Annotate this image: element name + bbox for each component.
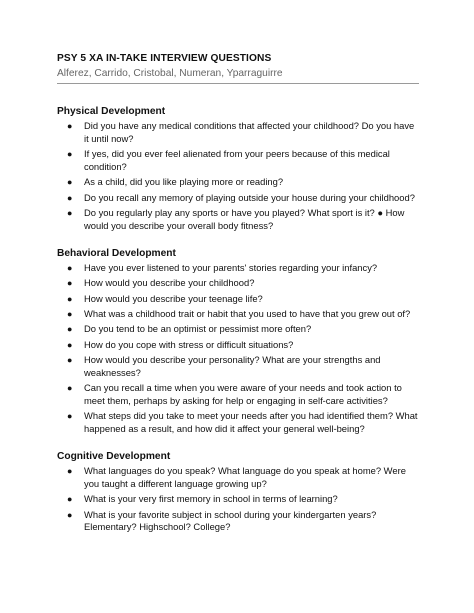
question-item [57, 120, 419, 146]
question-text: How would you describe your personality? What are your strengths and weaknesses? [84, 354, 381, 378]
question-item [57, 465, 419, 491]
bullet-icon: ● [67, 177, 73, 188]
bullet-icon: ● [67, 494, 73, 505]
question-list [57, 465, 419, 534]
section-behavioral-development [57, 247, 419, 436]
question-text: What is your very first memory in school in terms of learning? [84, 493, 338, 505]
question-item [57, 509, 419, 535]
question-text: Do you regularly play any sports or have you played? What sport is it? ● How would you describe your overall body fitness? [84, 207, 405, 231]
question-item [57, 382, 419, 408]
question-item [57, 493, 419, 506]
question-text: As a child, did you like playing more or reading? [84, 176, 284, 188]
document-title: PSY 5 XA IN-TAKE INTERVIEW QUESTIONS [57, 53, 272, 64]
question-item [57, 207, 419, 233]
bullet-icon: ● [67, 308, 73, 319]
question-text: How would you describe your teenage life? [84, 292, 263, 304]
question-text: What is your favorite subject in school during your kindergarten years? Elementary? Highschool? College? [84, 508, 377, 533]
bullet-icon: ● [67, 149, 73, 160]
question-text: How do you cope with stress or difficult situations? [84, 338, 294, 350]
section-heading: Cognitive Development [57, 451, 171, 463]
bullet-icon: ● [67, 324, 73, 335]
bullet-icon: ● [67, 278, 73, 289]
question-text: If yes, did you ever feel alienated from your peers because of this medical condition? [84, 148, 390, 172]
title-divider [57, 83, 419, 84]
question-text: Did you have any medical conditions that affected your childhood? Do you have it until now? [84, 120, 415, 144]
question-item [57, 262, 419, 275]
section-cognitive-development [57, 450, 419, 534]
question-text: What languages do you speak? What language do you speak at home? Were you taught a different language growing up? [84, 465, 406, 489]
question-list [57, 120, 419, 233]
question-item [57, 277, 419, 290]
section-physical-development [57, 105, 419, 233]
bullet-icon: ● [67, 192, 73, 203]
question-item [57, 176, 419, 189]
question-list [57, 262, 419, 436]
question-text: What steps did you take to meet your needs after you had identified them? What happened as a result, and how did it affect your general well-being? [84, 410, 418, 435]
question-text: Have you ever listened to your parents' stories regarding your infancy? [84, 261, 378, 273]
question-item [57, 192, 419, 205]
question-item [57, 293, 419, 306]
question-text: Can you recall a time when you were aware of your needs and took action to meet them, perhaps by asking for help or engaging in self-care activities? [84, 382, 402, 407]
question-item [57, 410, 419, 436]
bullet-icon: ● [67, 339, 73, 350]
question-item [57, 323, 419, 336]
bullet-icon: ● [67, 411, 73, 422]
question-text: Do you tend to be an optimist or pessimist more often? [84, 323, 312, 335]
document-page [57, 52, 419, 537]
section-heading: Physical Development [57, 106, 166, 117]
bullet-icon: ● [67, 262, 73, 273]
question-text: What was a childhood trait or habit that you used to have that you grew out of? [84, 307, 411, 319]
bullet-icon: ● [67, 355, 73, 366]
question-item [57, 148, 419, 174]
bullet-icon: ● [67, 121, 73, 131]
document-authors: Alferez, Carrido, Cristobal, Numeran, Yparraguirre [57, 68, 283, 79]
question-text: How would you describe your childhood? [84, 277, 255, 289]
question-item [57, 354, 419, 380]
section-heading: Behavioral Development [57, 247, 176, 259]
bullet-icon: ● [67, 293, 73, 304]
bullet-icon: ● [67, 383, 73, 394]
question-text: Do you recall any memory of playing outside your house during your childhood? [84, 191, 415, 203]
question-item [57, 308, 419, 321]
bullet-icon: ● [67, 509, 73, 520]
bullet-icon: ● [67, 466, 73, 477]
question-item [57, 339, 419, 352]
sections-container [57, 105, 419, 534]
bullet-icon: ● [67, 208, 73, 219]
